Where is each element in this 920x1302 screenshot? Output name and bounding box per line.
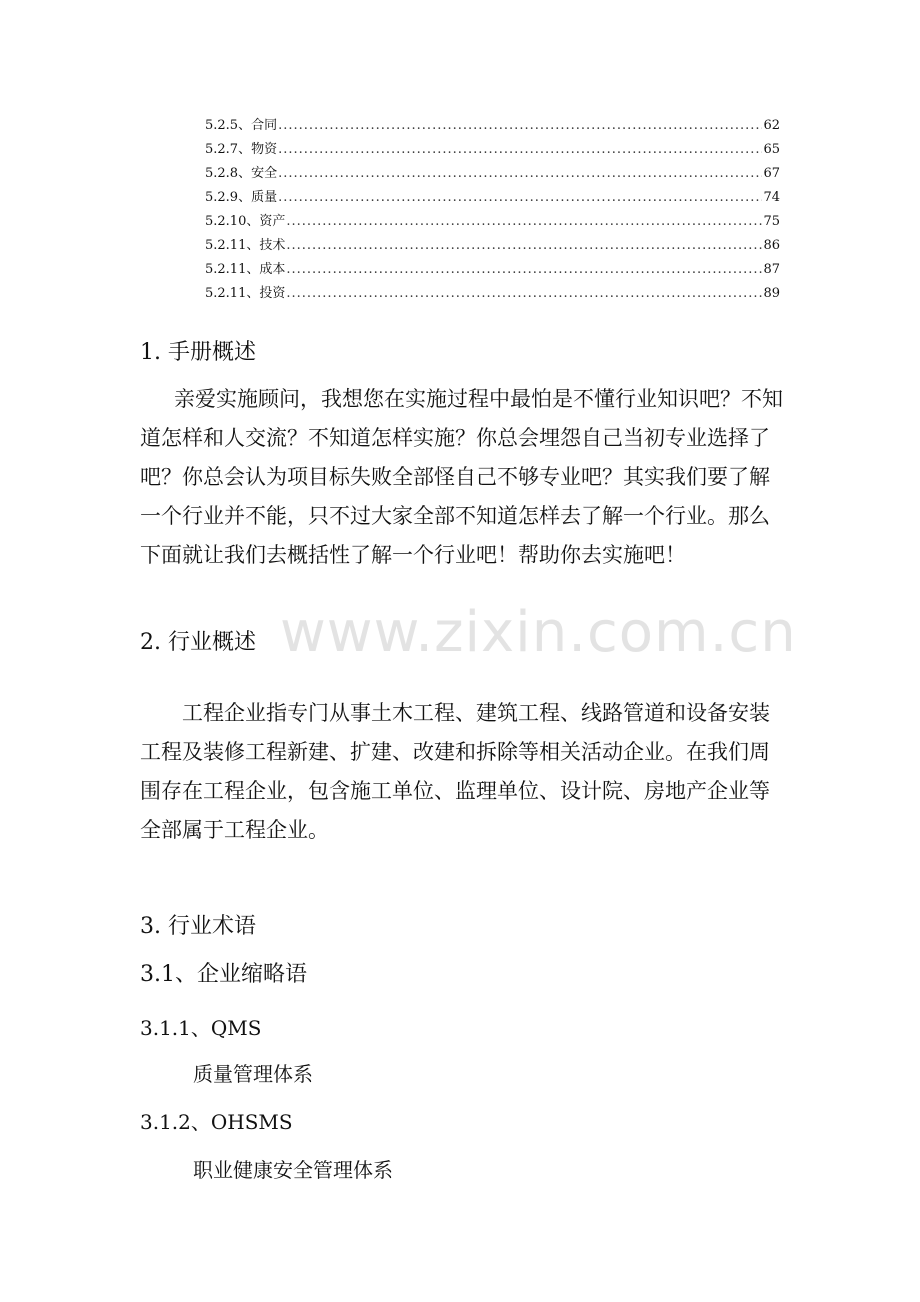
toc-title: 资产 (259, 214, 286, 229)
toc-entry[interactable] (205, 282, 780, 306)
toc-number: 5.2.11、 (205, 286, 260, 301)
toc-title: 投资 (259, 286, 286, 301)
section-1-body: 亲爱实施顾问，我想您在实施过程中最怕是不懂行业知识吧？不知道怎样和人交流？不知道怎样实施？你总会埋怨自己当初专业选择了吧？你总会认为项目标失败全部怪自己不够专业吧？其实我们要了解一个行业并不能，只不过大家全部不知道怎样去了解一个行业。那么下面就让我们去概括性了解一个行业吧！帮助你去实施吧！ (140, 387, 783, 567)
section-3-heading: 3. 行业术语 (140, 914, 256, 939)
toc-page-number: 87 (763, 262, 780, 277)
toc-number: 5.2.11、 (205, 262, 260, 277)
section-1-heading: 1. 手册概述 (140, 340, 256, 365)
toc-title: 安全 (251, 166, 278, 181)
toc-entry[interactable] (205, 234, 780, 258)
toc-leader (286, 234, 762, 258)
toc-entry[interactable] (205, 186, 780, 210)
toc-title: 技术 (259, 238, 286, 253)
toc-entry[interactable] (205, 210, 780, 234)
toc-number: 5.2.11、 (205, 238, 260, 253)
toc-page-number: 65 (763, 142, 780, 157)
toc-title: 合同 (251, 118, 278, 133)
toc-leader (286, 282, 762, 306)
table-of-contents (205, 114, 780, 306)
toc-number: 5.2.9、 (205, 190, 252, 205)
term-ohsms-label: 3.1.2、OHSMS (140, 1110, 293, 1134)
toc-leader (278, 162, 762, 186)
toc-page-number: 86 (763, 238, 780, 253)
toc-number: 5.2.5、 (205, 118, 252, 133)
toc-title: 成本 (259, 262, 286, 277)
toc-number: 5.2.7、 (205, 142, 252, 157)
toc-leader (286, 258, 762, 282)
toc-page-number: 67 (763, 166, 780, 181)
toc-entry[interactable] (205, 114, 780, 138)
toc-leader (286, 210, 762, 234)
toc-page-number: 62 (763, 118, 780, 133)
section-2-heading: 2. 行业概述 (140, 630, 256, 655)
toc-leader (278, 114, 762, 138)
toc-number: 5.2.8、 (205, 166, 252, 181)
toc-page-number: 75 (763, 214, 780, 229)
toc-page-number: 74 (763, 190, 780, 205)
toc-entry[interactable] (205, 162, 780, 186)
term-qms-label: 3.1.1、QMS (140, 1016, 262, 1040)
toc-page-number: 89 (763, 286, 780, 301)
toc-entry[interactable] (205, 258, 780, 282)
toc-title: 物资 (251, 142, 278, 157)
toc-entry[interactable] (205, 138, 780, 162)
toc-title: 质量 (251, 190, 278, 205)
watermark: www.zixin.com.cn (280, 600, 797, 665)
term-ohsms-definition: 职业健康安全管理体系 (193, 1158, 393, 1182)
term-qms-definition: 质量管理体系 (193, 1062, 313, 1086)
toc-leader (278, 138, 762, 162)
subsection-3-1-heading: 3.1、企业缩略语 (140, 962, 307, 987)
toc-leader (278, 186, 762, 210)
toc-number: 5.2.10、 (205, 214, 260, 229)
section-2-body: 工程企业指专门从事土木工程、建筑工程、线路管道和设备安装工程及装修工程新建、扩建、改建和拆除等相关活动企业。在我们周围存在工程企业，包含施工单位、监理单位、设计院、房地产企业等全部属于工程企业。 (140, 701, 770, 842)
